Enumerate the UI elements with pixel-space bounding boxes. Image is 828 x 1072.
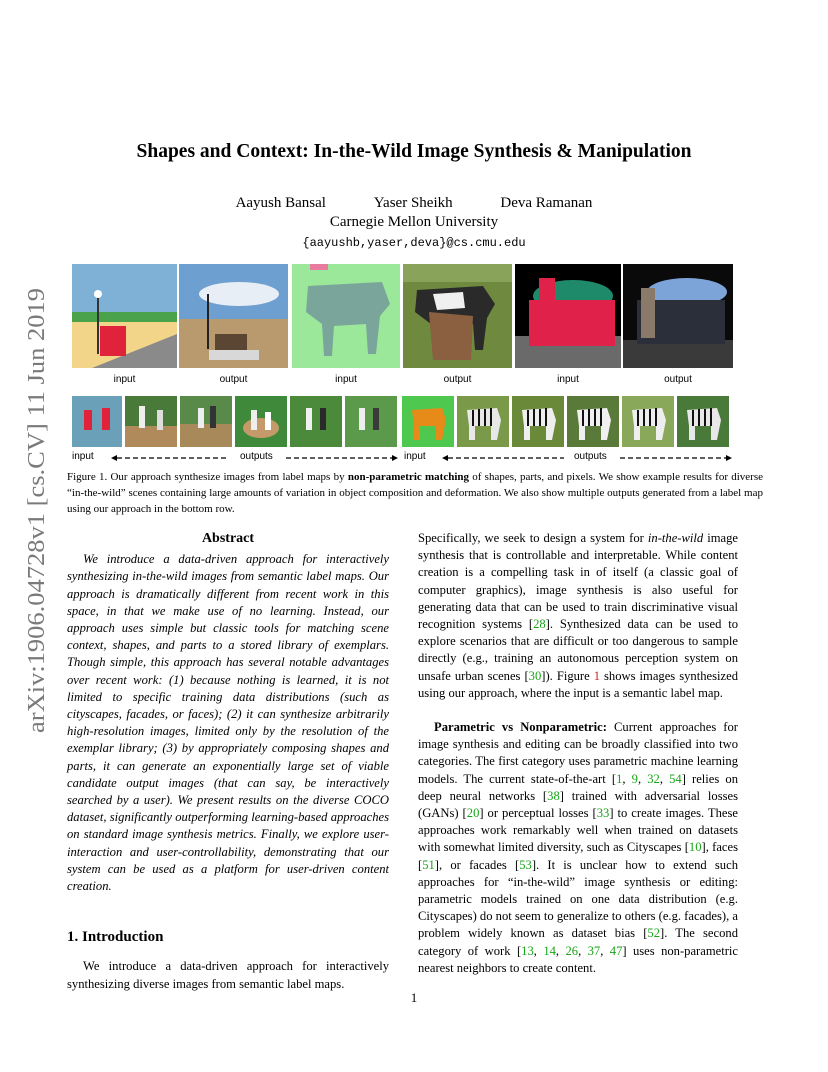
output-baseball-photo (345, 396, 397, 447)
text: Current approaches for image synthesis and editing can be broadly classified into two categories. The first category uses parametric machine learning models. The current state-of-the-art [ (418, 720, 738, 786)
label-map-bench-image (72, 264, 177, 368)
introduction-text: We introduce a data-driven approach for interactively synthesizing diverse images from semantic label maps. (67, 959, 389, 991)
paragraph-heading: Parametric vs Nonparametric: (434, 720, 607, 735)
text: ] or perceptual losses [ (479, 806, 597, 821)
citation-link[interactable]: 1 (616, 771, 623, 786)
text: ]. It is unclear how to extend such approaches for “in-the-wild” image synthesis or editing: parametric models trained on one data distribution (e.g. Cityscapes) do not seem to generalize to others (e.g. facades), a problem widely known as dataset bias [ (418, 857, 738, 941)
text: ]. The second category of work [ (418, 926, 738, 958)
text: Specifically, we seek to design a system for (418, 531, 648, 545)
citation-link[interactable]: 32 (647, 771, 660, 786)
author-name: Yaser Sheikh (373, 195, 453, 211)
figure-label: input (404, 451, 426, 462)
output-baseball-photo (235, 396, 287, 447)
figure-label: output (219, 374, 248, 385)
caption-text: Figure 1. Our approach synthesize images from label maps by (67, 471, 348, 483)
text: ] to create images. These approaches work remarkably well when trained on datasets with somewhat limited diversity, such as Cityscapes [ (418, 806, 738, 855)
author-emails: {aayushb,yaser,deva}@cs.cmu.edu (302, 236, 526, 250)
emphasis-text: in-the-wild (647, 531, 704, 545)
citation-link[interactable]: 9 (631, 771, 638, 786)
introduction-heading: 1. Introduction (67, 929, 164, 946)
figure-label: outputs (574, 451, 607, 462)
output-zebra-photo (622, 396, 674, 447)
citation-link[interactable]: 33 (596, 806, 610, 821)
output-baseball-photo (180, 396, 232, 447)
output-zebra-photo (567, 396, 619, 447)
figure-reference-link[interactable]: 1 (593, 668, 601, 683)
label-map-zebra-image (402, 396, 454, 447)
label-map-baseball-image (72, 396, 122, 447)
text: ] uses non-parametric nearest neighbors to create content. (418, 943, 739, 975)
citation-link[interactable]: 30 (528, 668, 542, 683)
output-zebra-photo (457, 396, 509, 447)
label-map-umbrella-image (515, 264, 621, 368)
output-zebra-photo (677, 396, 729, 447)
abstract-heading: Abstract (201, 531, 255, 546)
text: shows images synthesized using our approach, where the input is a semantic label map. (418, 668, 738, 700)
output-bench-photo (179, 264, 288, 368)
citation-link[interactable]: 20 (466, 806, 480, 821)
right-column (418, 530, 738, 977)
citation-link[interactable]: 51 (422, 857, 435, 872)
citation-link[interactable]: 38 (547, 788, 560, 803)
citation-link[interactable]: 37 (587, 943, 601, 958)
citation-link[interactable]: 13 (521, 943, 534, 958)
dashed-arrow-icon (111, 453, 231, 463)
author-name: Aayush Bansal (235, 195, 326, 211)
arxiv-stamp-text: arXiv:1906.04728v1 [cs.CV] 11 Jun 2019 (24, 329, 50, 733)
citation-link[interactable]: 53 (519, 857, 532, 872)
citation-link[interactable]: 52 (647, 926, 661, 941)
label-map-cow-image (292, 264, 400, 368)
dashed-arrow-icon (620, 453, 732, 463)
citation-link[interactable]: 28 (533, 617, 546, 632)
text: image synthesis that is controllable and interpretable. While content creation is a compelling task in of itself (a classic goal of computer graphics), image synthesis is also useful for generating data that can be used to train discriminative visual recognition systems [ (418, 531, 738, 632)
body-paragraph: Parametric vs Nonparametric: Current approaches for image synthesis and editing can be broadly classified into two categories. The first category uses parametric machine learning models. The current state-of-the-art [1, 9, 32, 54] relies on deep neural networks [38] trained with adversarial losses (GANs) [20] or perceptual losses [33] to create images. These approaches work remarkably well when trained on datasets with somewhat limited diversity, such as Cityscapes [10], faces [51], or facades [53]. It is unclear how to extend such approaches for “in-the-wild” image synthesis or editing: parametric models trained on one data distribution (e.g. Cityscapes) do not seem to generalize to others (e.g. facades), a problem widely known as dataset bias [52]. The second category of work [13, 14, 26, 37, 47] uses non-parametric nearest neighbors to create content. (418, 720, 739, 975)
text: ] trained with adversarial losses (GANs) [ (418, 788, 738, 821)
citation-link[interactable]: 14 (543, 943, 556, 958)
body-paragraph (418, 530, 738, 702)
figure-label: input (335, 374, 357, 385)
page-number: 1 (410, 990, 418, 1005)
text: ], or facades [ (434, 857, 520, 872)
author-name: Deva Ramanan (500, 195, 593, 211)
paper-title: Shapes and Context: In-the-Wild Image Synthesis & Manipulation (136, 141, 692, 162)
figure-label: output (443, 374, 472, 385)
citation-link[interactable]: 10 (688, 840, 702, 855)
abstract-text: We introduce a data-driven approach for interactively synthesizing in-the-wild images from semantic label maps. Our approach is dramatically different from recent work in this space, in that we make use of no learning. Instead, our approach uses simple but classic tools for matching scene context, shapes, and parts to a stored library of exemplars. Though simple, this approach has several notable advantages over recent work: (1) because nothing is learned, it is not limited to specific training data distributions (such as cityscapes, facades, or faces); (2) it can synthesize arbitrarily high-resolution images, limited only by the resolution of the exemplar library; (3) by appropriately composing shapes and parts, it can generate an exponentially large set of viable candidate output images (that can say, be interactively searched by a user). We present results on the diverse COCO dataset, significantly outperforming learning-based approaches on standard image synthesis metrics. Finally, we explore user-interaction and user-controllability, demonstrating that our system can be used as a platform for user-driven content creation. (67, 552, 389, 894)
output-zebra-photo (512, 396, 564, 447)
left-column (67, 530, 389, 993)
dashed-arrow-icon (286, 453, 398, 463)
text: ] relies on deep neural networks [ (418, 771, 739, 803)
caption-bold-text: non-parametric matching (347, 471, 470, 483)
figure-label: outputs (240, 451, 273, 462)
figure-label: output (664, 374, 692, 385)
citation-link[interactable]: 54 (669, 771, 682, 786)
text: ], faces [ (418, 840, 738, 872)
output-baseball-photo (125, 396, 177, 447)
output-umbrella-photo (623, 264, 733, 368)
figure-label: input (72, 451, 94, 462)
author-list (0, 195, 828, 212)
figure-label: input (113, 374, 136, 385)
affiliation: Carnegie Mellon University (329, 214, 499, 230)
dashed-arrow-icon (442, 453, 566, 463)
figure-caption (67, 469, 763, 517)
output-cow-photo (403, 264, 512, 368)
citation-link[interactable]: 26 (565, 943, 579, 958)
output-baseball-photo (290, 396, 342, 447)
arxiv-stamp (14, 285, 54, 735)
figure-label: input (557, 374, 579, 385)
text: ]). Figure (541, 668, 594, 683)
text: ]. Synthesized data can be used to explore scenarios that are difficult or too dangerous to sample directly (e.g., training an autonomous perception system on unsafe urban scenes [ (418, 617, 739, 683)
caption-text: of shapes, parts, and pixels. We show example results for diverse “in-the-wild” scenes containing large amounts of variation in object composition and deformation. We also show multiple outputs generated from a label map using our approach in the bottom row. (67, 471, 764, 515)
citation-link[interactable]: 47 (609, 943, 623, 958)
